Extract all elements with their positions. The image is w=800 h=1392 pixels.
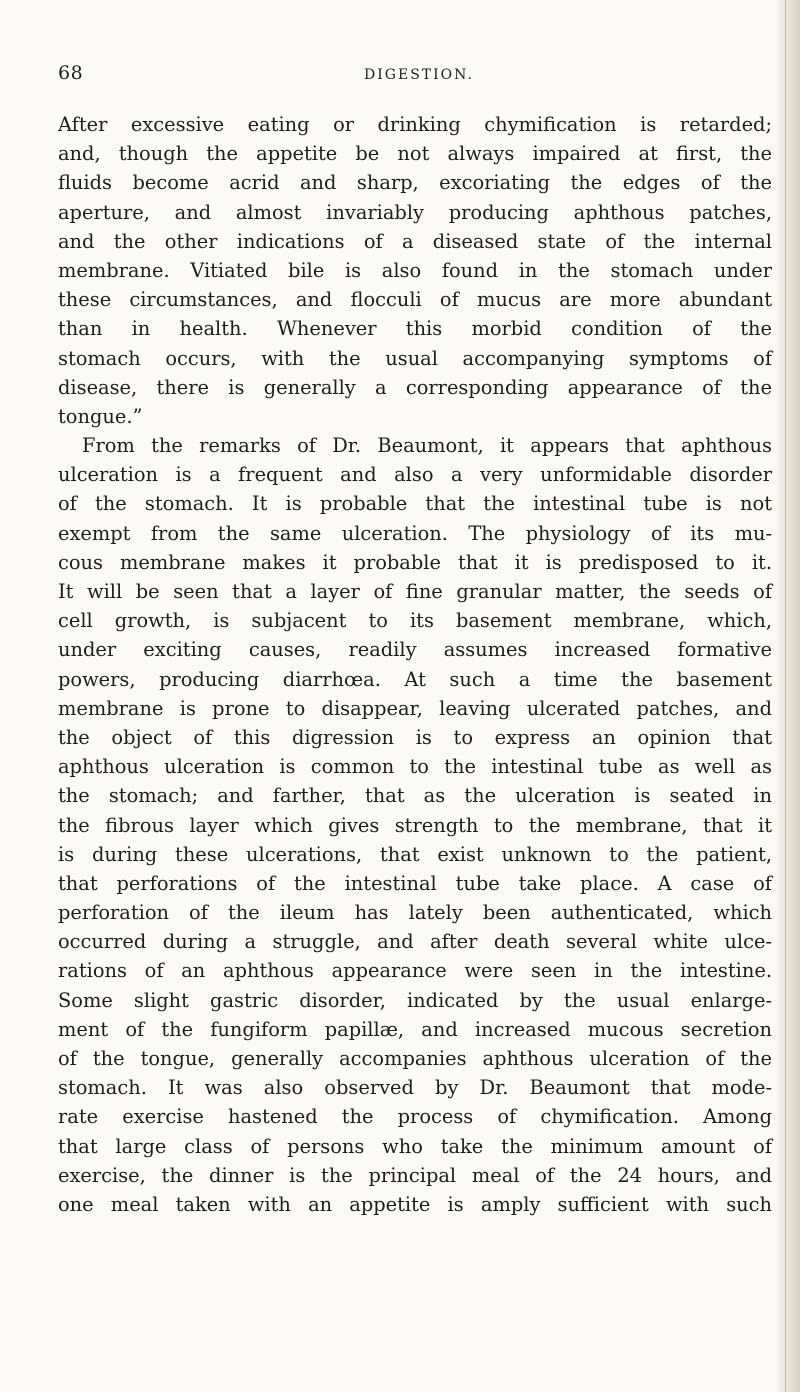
- text-line: cell growth, is subjacent to its basement membrane, which,: [58, 609, 772, 633]
- text-line: aperture, and almost invariably producing aphthous patches,: [58, 200, 772, 224]
- text-line: powers, producing diarrhœa. At such a time the basement: [58, 667, 772, 691]
- text-line: than in health. Whenever this morbid condition of the: [58, 317, 772, 341]
- running-head: [58, 62, 780, 94]
- text-line: rations of an aphthous appearance were seen in the intestine.: [58, 959, 772, 983]
- text-line: aphthous ulceration is common to the intestinal tube as well as: [58, 755, 772, 779]
- page-edge-line: [785, 0, 786, 1392]
- text-line: fluids become acrid and sharp, excoriating the edges of the: [58, 171, 772, 195]
- text-line: under exciting causes, readily assumes increased formative: [58, 638, 772, 662]
- text-line: ment of the fungiform papillæ, and increased mucous secretion: [58, 1017, 772, 1041]
- text-line: membrane is prone to disappear, leaving ulcerated patches, and: [58, 696, 772, 720]
- text-line: that perforations of the intestinal tube take place. A case of: [58, 871, 772, 895]
- text-line: and the other indications of a diseased state of the internal: [58, 229, 772, 253]
- text-line: one meal taken with an appetite is amply sufficient with such: [58, 1192, 772, 1216]
- text-line: After excessive eating or drinking chymification is retarded;: [58, 113, 772, 136]
- body-text: [58, 110, 772, 1382]
- text-line: cous membrane makes it probable that it is predisposed to it.: [58, 550, 772, 574]
- text-line: occurred during a struggle, and after death several white ulce-: [58, 930, 772, 954]
- text-line: of the tongue, generally accompanies aphthous ulceration of the: [58, 1047, 772, 1070]
- text-line: perforation of the ileum has lately been authenticated, which: [58, 901, 772, 925]
- page-number: 68: [58, 62, 84, 84]
- text-line: that large class of persons who take the minimum amount of: [58, 1134, 772, 1158]
- text-line: tongue.”: [58, 404, 143, 428]
- page-edge-shadow: [778, 0, 800, 1392]
- text-line: stomach. It was also observed by Dr. Beaumont that mode-: [58, 1076, 772, 1100]
- text-line: It will be seen that a layer of fine granular matter, the seeds of: [58, 580, 772, 603]
- running-title: DIGESTION.: [364, 67, 474, 83]
- text-line: ulceration is a frequent and also a very unformidable disorder: [58, 463, 772, 487]
- text-line: stomach occurs, with the usual accompanying symptoms of: [58, 346, 772, 370]
- text-line: the object of this digression is to express an opinion that: [58, 725, 772, 749]
- text-line: rate exercise hastened the process of chymification. Among: [58, 1105, 772, 1129]
- text-line: exempt from the same ulceration. The physiology of its mu-: [58, 521, 772, 545]
- text-line: membrane. Vitiated bile is also found in the stomach under: [58, 258, 772, 282]
- text-line: these circumstances, and flocculi of mucus are more abundant: [58, 288, 772, 312]
- text-line: of the stomach. It is probable that the intestinal tube is not: [58, 492, 772, 516]
- text-line: disease, there is generally a corresponding appearance of the: [58, 375, 772, 399]
- text-line: the fibrous layer which gives strength to the membrane, that it: [58, 813, 772, 837]
- text-line: the stomach; and farther, that as the ulceration is seated in: [58, 784, 772, 808]
- text-line: is during these ulcerations, that exist unknown to the patient,: [58, 842, 772, 866]
- text-line: and, though the appetite be not always impaired at first, the: [58, 142, 772, 166]
- text-line: From the remarks of Dr. Beaumont, it appears that aphthous: [82, 434, 772, 458]
- text-line: exercise, the dinner is the principal meal of the 24 hours, and: [58, 1163, 772, 1187]
- text-line: Some slight gastric disorder, indicated by the usual enlarge-: [58, 988, 772, 1012]
